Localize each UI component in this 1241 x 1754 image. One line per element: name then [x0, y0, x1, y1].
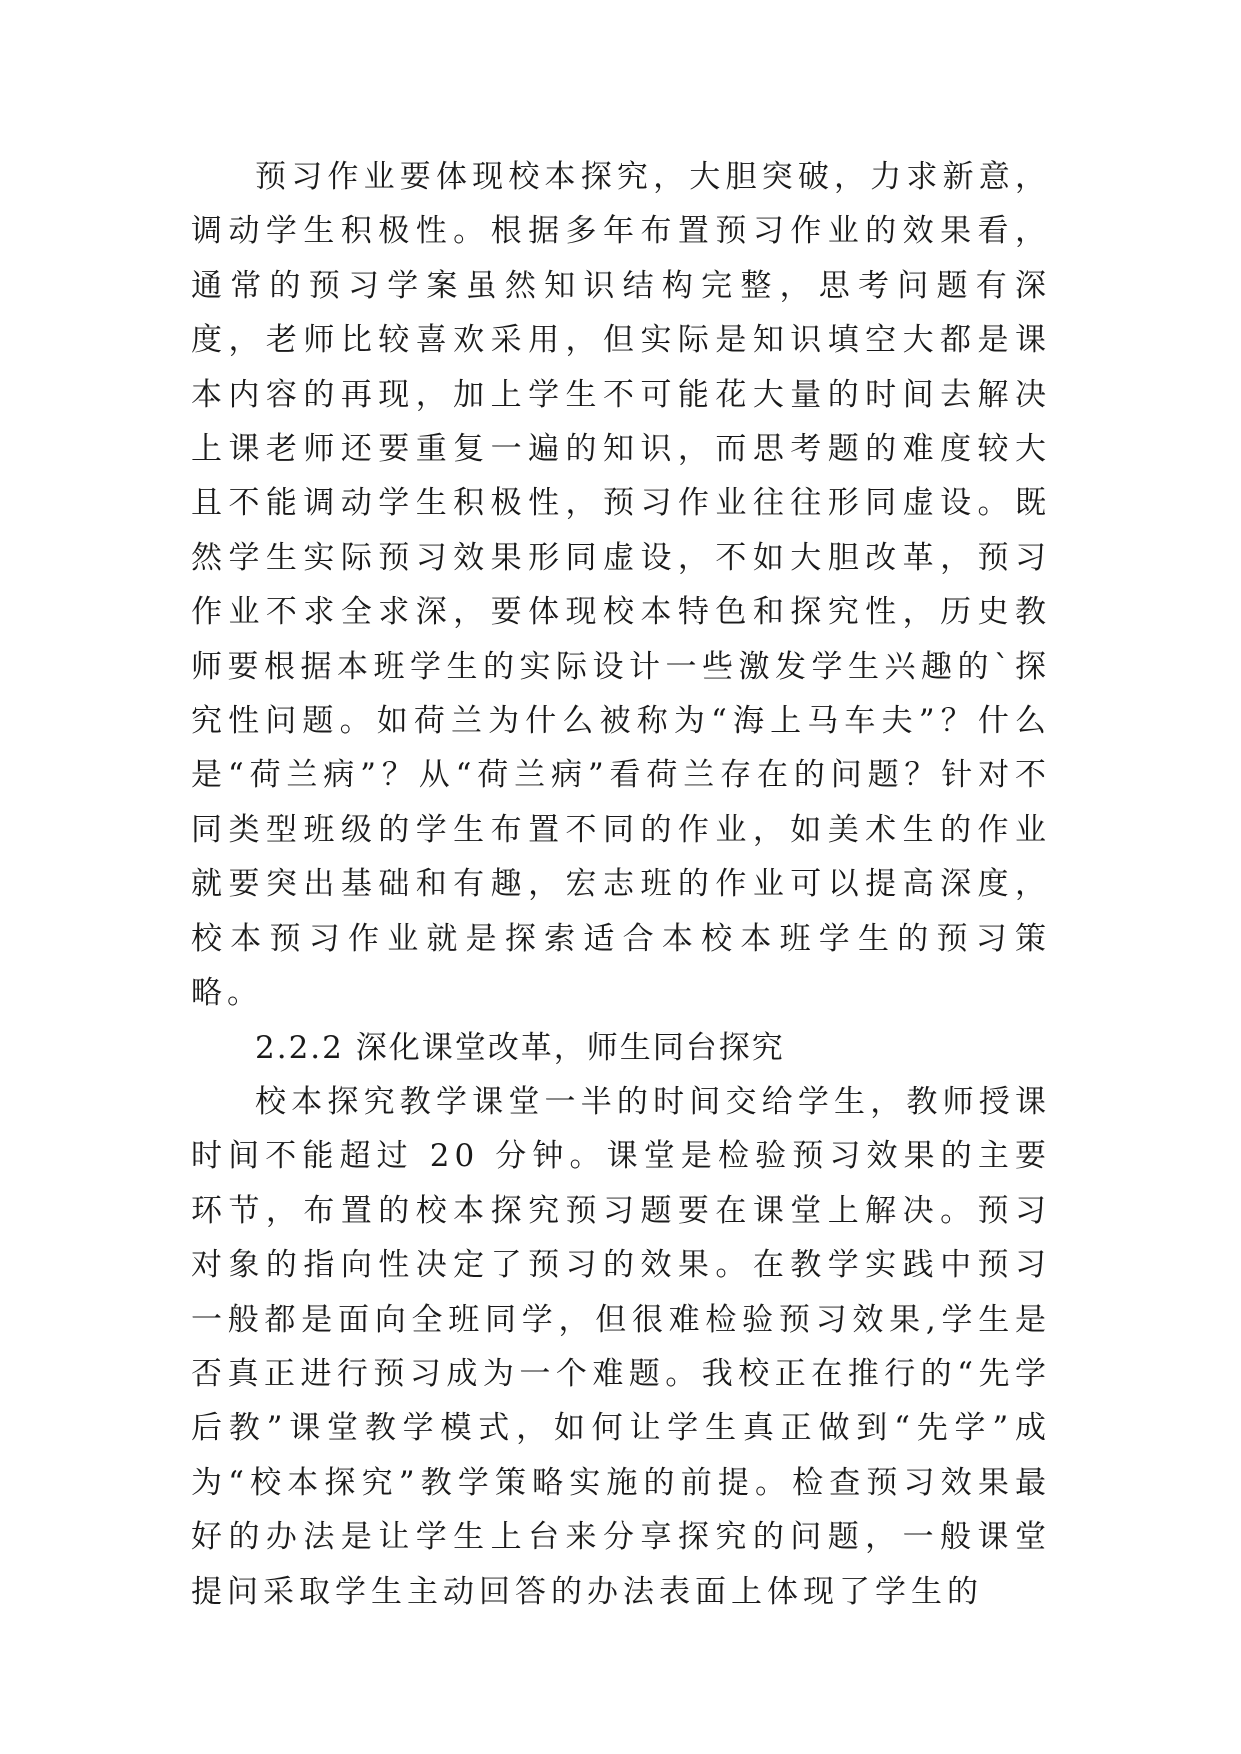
- document-body: [191, 150, 1051, 1619]
- section-heading-2-2-2: 2.2.2 深化课堂改革，师生同台探究: [255, 1029, 785, 1066]
- paragraph-preview-homework: 预习作业要体现校本探究，大胆突破，力求新意，调动学生积极性。根据多年布置预习作业的效果看，通常的预习学案虽然知识结构完整，思考问题有深度，老师比较喜欢采用，但实际是知识填空大都是课本内容的再现，加上学生不可能花大量的时间去解决上课老师还要重复一遍的知识，而思考题的难度较大且不能调动学生积极性，预习作业往往形同虚设。既然学生实际预习效果形同虚设，不如大胆改革，预习作业不求全求深，要体现校本特色和探究性，历史教师要根据本班学生的实际设计一些激发学生兴趣的`探究性问题。如荷兰为什么被称为“海上马车夫”？什么是“荷兰病”？从“荷兰病”看荷兰存在的问题？针对不同类型班级的学生布置不同的作业，如美术生的作业就要突出基础和有趣，宏志班的作业可以提高深度，校本预习作业就是探索适合本校本班学生的预习策略。: [191, 159, 1051, 1012]
- paragraph-classroom-reform: 校本探究教学课堂一半的时间交给学生，教师授课时间不能超过 20 分钟。课堂是检验预习效果的主要环节，布置的校本探究预习题要在课堂上解决。预习对象的指向性决定了预习的效果。在教学实践中预习一般都是面向全班同学，但很难检验预习效果,学生是否真正进行预习成为一个难题。我校正在推行的“先学后教”课堂教学模式，如何让学生真正做到“先学”成为“校本探究”教学策略实施的前提。检查预习效果最好的办法是让学生上台来分享探究的问题，一般课堂提问采取学生主动回答的办法表面上体现了学生的: [191, 1083, 1051, 1610]
